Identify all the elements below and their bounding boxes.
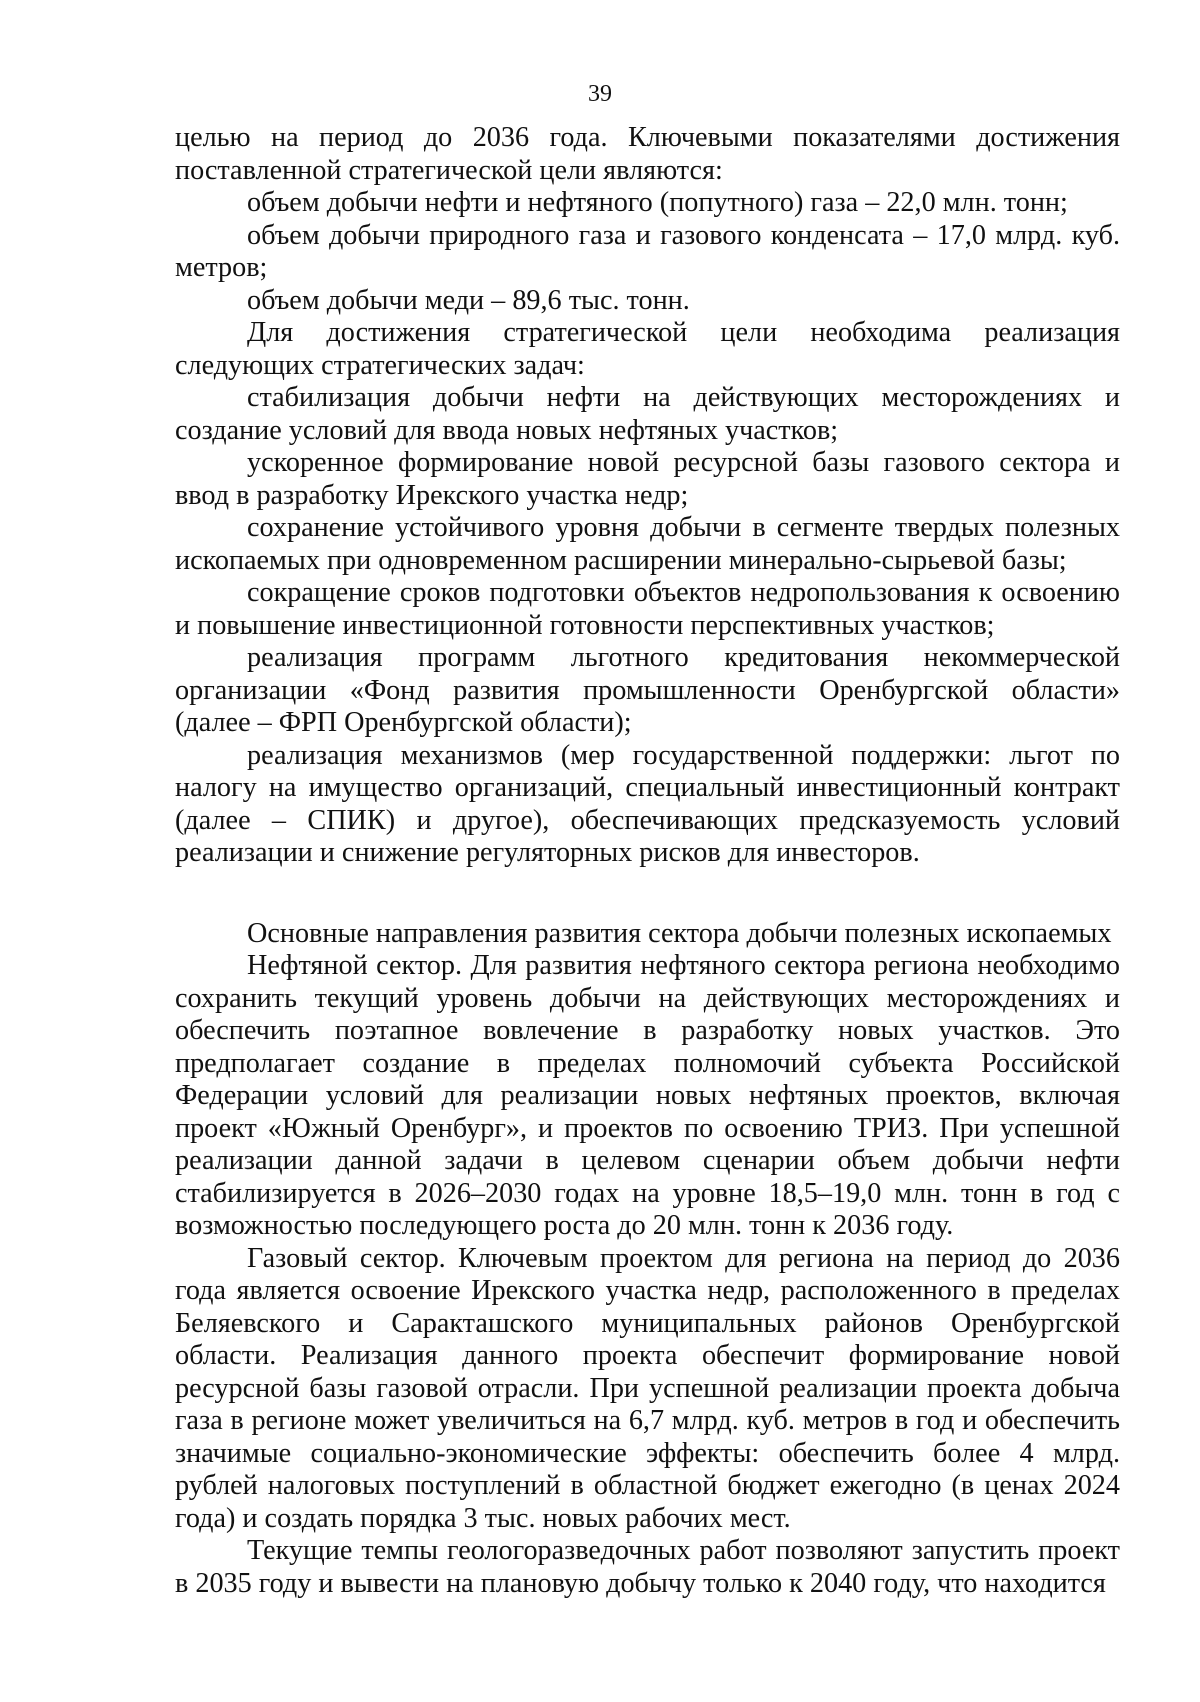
paragraph-oil-sector: Нефтяной сектор. Для развития нефтяного сектора региона необходимо сохранить текущий уровень добычи на действующих месторождениях и обеспечить поэтапное вовлечение в разработку новых участков. Это предполагает создание в пределах полномочий субъекта Российской Федерации условий для реализации новых нефтяных проектов, включая проект «Южный Оренбург», и проектов по освоению ТРИЗ. При успешной реализации данной задачи в целевом сценарии объем добычи нефти стабилизируется в 2026–2030 годах на уровне 18,5–19,0 млн. тонн в год с возможностью последующего роста до 20 млн. тонн к 2036 году. (175, 950, 1120, 1241)
paragraph-gas-volume: объем добычи природного газа и газового конденсата – 17,0 млрд. куб. метров; (175, 219, 1120, 283)
paragraph-task-oil: стабилизация добычи нефти на действующих месторождениях и создание условий для ввода новых нефтяных участков; (175, 382, 1120, 446)
paragraph-tasks-intro: Для достижения стратегической цели необходима реализация следующих стратегических задач: (175, 317, 1120, 381)
paragraph-oil-volume: объем добычи нефти и нефтяного (попутного) газа – 22,0 млн. тонн; (247, 187, 1068, 218)
paragraph-task-gas: ускоренное формирование новой ресурсной базы газового сектора и ввод в разработку Ирекского участка недр; (175, 447, 1120, 511)
paragraph-copper-volume: объем добычи меди – 89,6 тыс. тонн. (247, 284, 690, 316)
paragraph-task-deadlines: сокращение сроков подготовки объектов недропользования к освоению и повышение инвестиционной готовности перспективных участков; (175, 577, 1120, 641)
paragraph-task-solid: сохранение устойчивого уровня добычи в сегменте твердых полезных ископаемых при одновременном расширении минерально-сырьевой базы; (175, 512, 1120, 576)
section-heading: Основные направления развития сектора добычи полезных ископаемых (247, 917, 1112, 949)
paragraph-gas-sector: Газовый сектор. Ключевым проектом для региона на период до 2036 года является освоение Ирекского участка недр, расположенного в пределах Беляевского и Саракташского муниципальных районов Оренбургской области. Реализация данного проекта обеспечит формирование новой ресурсной базы газовой отрасли. При успешной реализации проекта добыча газа в регионе может увеличиться на 6,7 млрд. куб. метров в год и обеспечить значимые социально-экономические эффекты: обеспечить более 4 млрд. рублей налоговых поступлений в областной бюджет ежегодно (в ценах 2024 года) и создать порядка 3 тыс. новых рабочих мест. (175, 1242, 1120, 1534)
document-body (175, 122, 1120, 1600)
paragraph-task-support: реализация механизмов (мер государственной поддержки: льгот по налогу на имущество организаций, специальный инвестиционный контракт (далее – СПИК) и другое), обеспечивающих предсказуемость условий реализации и снижение регуляторных рисков для инвесторов. (175, 739, 1120, 868)
paragraph-exploration: Текущие темпы геологоразведочных работ позволяют запустить проект в 2035 году и вывести на плановую добычу только к 2040 году, что находится (175, 1535, 1120, 1599)
section-spacer (175, 870, 1120, 918)
page-number: 39 (588, 81, 612, 107)
paragraph-goal-intro: целью на период до 2036 года. Ключевыми показателями достижения поставленной стратегической цели являются: (175, 122, 1120, 186)
paragraph-task-credit: реализация программ льготного кредитования некоммерческой организации «Фонд развития промышленности Оренбургской области» (далее – ФРП Оренбургской области); (175, 642, 1120, 738)
